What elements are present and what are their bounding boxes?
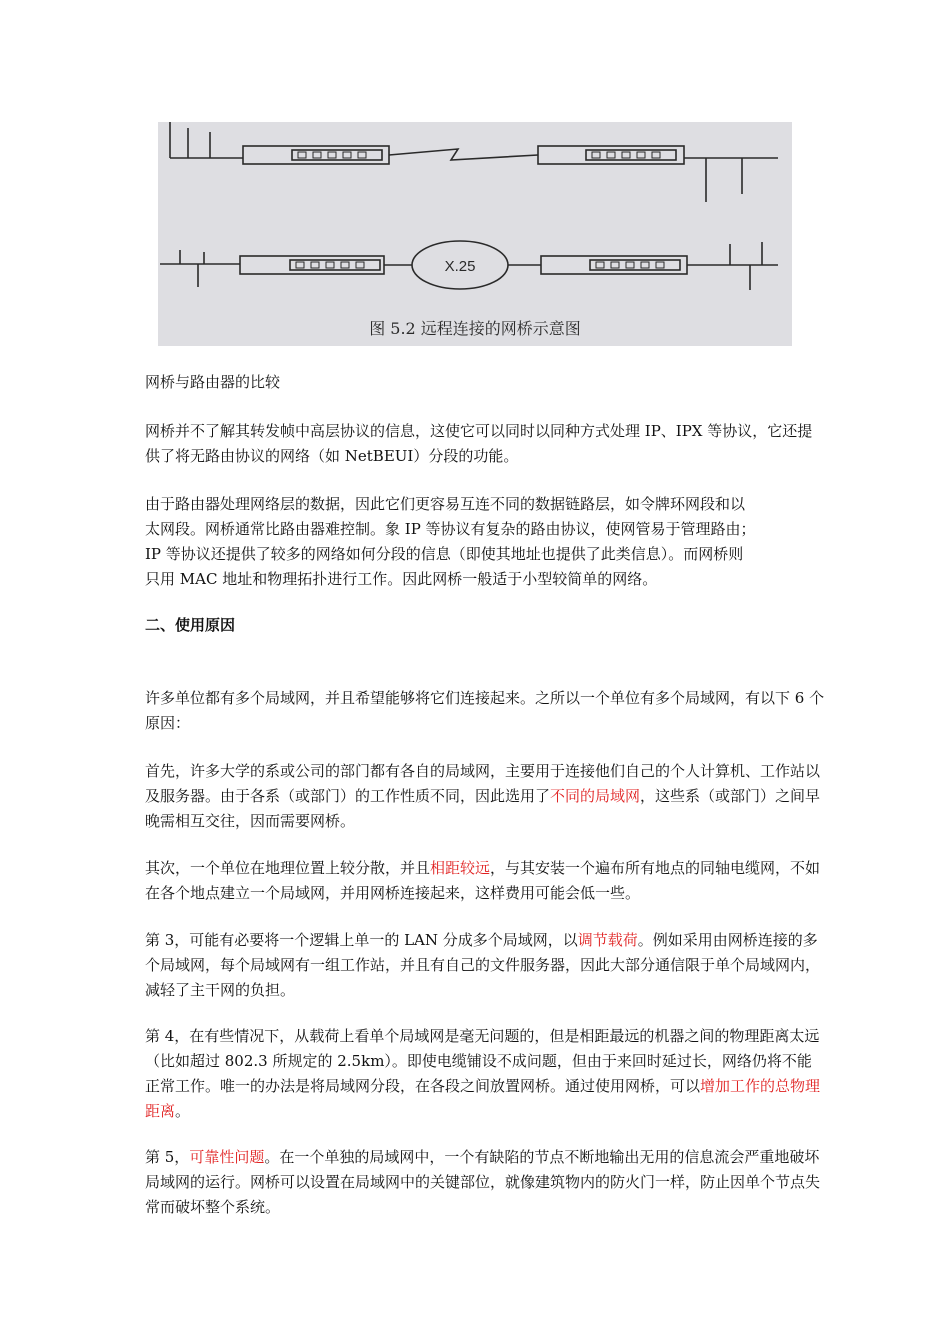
paragraph-intro-reasons: 许多单位都有多个局域网，并且希望能够将它们连接起来。之所以一个单位有多个局域网，有以下 6 个原因：	[145, 689, 825, 732]
paragraph-bridge-protocols: 网桥并不了解其转发帧中高层协议的信息，这使它可以同时以同种方式处理 IP、IPX 等协议，它还提供了将无路由协议的网络（如 NetBEUI）分段的功能。	[145, 422, 813, 465]
bridge-diagram-figure	[158, 122, 792, 346]
paragraph-reason-5	[145, 1145, 825, 1220]
section-heading-reasons: 二、使用原因	[145, 616, 236, 634]
reason-1-highlight: 不同的局域网	[550, 787, 641, 805]
reason-4-highlight: 增加工作的总物理距离	[145, 1077, 821, 1120]
reason-2-text: 其次，一个单位在地理位置上较分散，并且	[145, 859, 431, 877]
reason-5-highlight: 可靠性问题	[189, 1148, 265, 1166]
reason-3-text-end: 。例如采用由网桥连接的多个局域网，每个局域网有一组工作站，并且有自己的文件服务器，因此大部分通信限于单个局域网内，减轻了主干网的负担。	[145, 931, 821, 999]
reason-1-text-end: ，这些系（或部门）之间早晚需相互交往，因而需要网桥。	[145, 787, 821, 830]
router-comparison-line-1: 由于路由器处理网络层的数据，因此它们更容易互连不同的数据链路层，如令牌环网段和以	[145, 495, 746, 513]
reason-2-highlight: 相距较远	[430, 859, 491, 877]
router-comparison-line-3: IP 等协议还提供了较多的网络如何分段的信息（即使其地址也提供了此类信息）。而网桥则	[145, 545, 744, 563]
reason-3-highlight: 调节载荷	[577, 931, 638, 949]
paragraph-reason-1	[145, 759, 825, 834]
reason-5-text: 第 5，	[145, 1148, 190, 1166]
reason-3-text: 第 3，可能有必要将一个逻辑上单一的 LAN 分成多个局域网，以	[145, 931, 578, 949]
paragraph-reason-3	[145, 928, 825, 1003]
x25-cloud-label: X.25	[444, 258, 476, 275]
reason-5-text-end: 。在一个单独的局域网中，一个有缺陷的节点不断地输出无用的信息流会严重地破坏局域网的运行。网桥可以设置在局域网中的关键部位，就像建筑物内的防火门一样，防止因单个节点失常而破坏整个系统。	[145, 1148, 821, 1216]
paragraph-reason-2	[145, 856, 825, 906]
router-comparison-line-2: 太网段。网桥通常比路由器难控制。象 IP 等协议有复杂的路由协议，使网管易于管理路由；	[145, 520, 756, 538]
reason-4-text: 第 4，在有些情况下，从载荷上看单个局域网是毫无问题的，但是相距最远的机器之间的物理距离太远（比如超过 802.3 所规定的 2.5km）。即使电缆铺设不成问题，但由于来回时延过长，网络仍将不能正常工作。唯一的办法是将局域网分段，在各段之间放置网桥。通过使用网桥，可以	[145, 1027, 820, 1095]
section-title: 网桥与路由器的比较	[145, 373, 281, 391]
reason-4-text-end: 。	[175, 1102, 191, 1120]
figure-caption: 图 5.2 远程连接的网桥示意图	[369, 319, 581, 338]
reason-2-text-end: ，与其安装一个遍布所有地点的同轴电缆网，不如在各个地点建立一个局域网，并用网桥连接起来，这样费用可能会低一些。	[145, 859, 821, 902]
paragraph-reason-4	[145, 1024, 825, 1124]
paragraph-router-comparison	[145, 492, 825, 592]
router-comparison-line-4: 只用 MAC 地址和物理拓扑进行工作。因此网桥一般适于小型较简单的网络。	[145, 570, 658, 588]
reason-1-text: 首先，许多大学的系或公司的部门都有各自的局域网，主要用于连接他们自己的个人计算机、工作站以及服务器。由于各系（或部门）的工作性质不同，因此选用了	[145, 762, 821, 805]
